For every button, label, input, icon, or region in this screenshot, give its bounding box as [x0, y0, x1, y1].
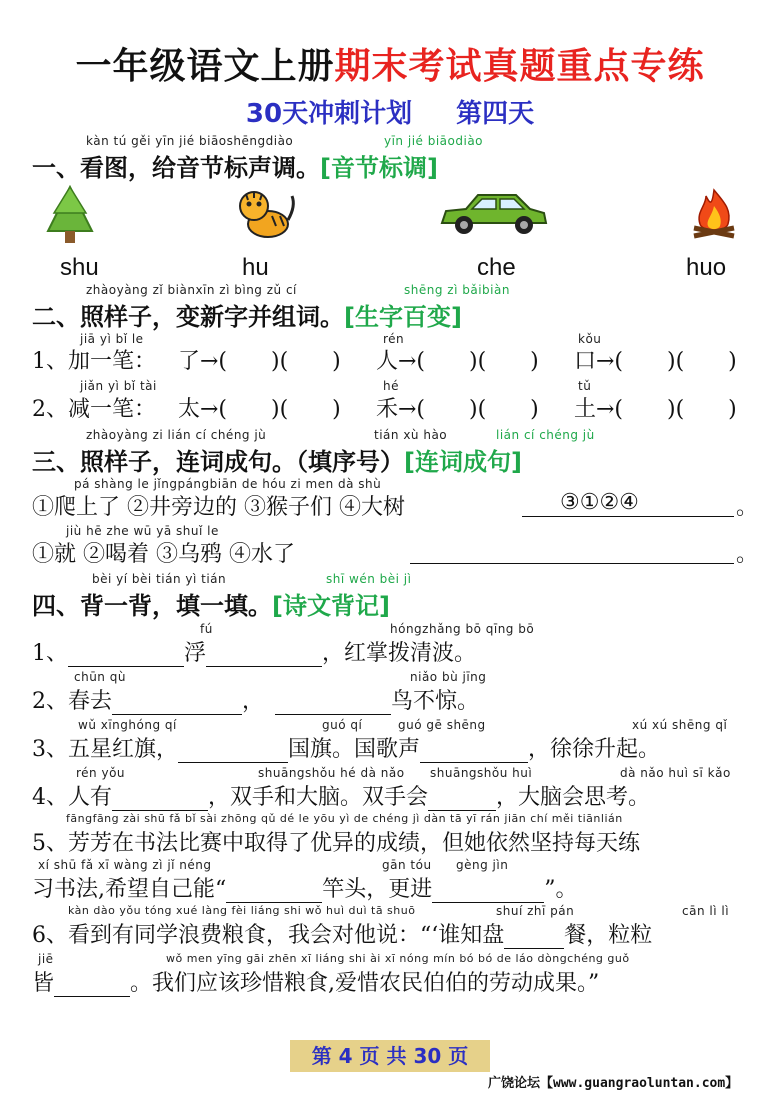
s2-heading: 二、照样子，变新字并组词。[生字百变] — [32, 303, 462, 331]
s4-l4-pinyin2: shuāngshǒu hé dà nǎo — [258, 766, 405, 780]
s4-l6b: 皆 。我们应该珍惜粮食,爱惜农民伯伯的劳动成果。” — [32, 971, 600, 996]
s4-l6: 6、看到有同学浪费粮食，我会对他说：“‘谁知盘 餐，粒粒 — [32, 923, 653, 948]
s3-heading: 三、照样子，连词成句。（填序号）[连词成句] — [32, 448, 522, 476]
s2-r1-label: 1、加一笔： — [32, 349, 156, 374]
s4-l3-pinyin: wǔ xīnghóng qí — [78, 718, 177, 732]
s4-l3-pinyin3: guó gē shēng — [398, 718, 486, 732]
blank[interactable] — [275, 690, 391, 715]
s4-heading: 四、背一背，填一填。[诗文背记] — [32, 592, 390, 620]
s4-l3-pinyin2: guó qí — [322, 718, 363, 732]
word-shu: shu — [60, 254, 99, 281]
blank[interactable] — [504, 924, 564, 949]
s4-l6-pinyin2: shuí zhī pán — [496, 904, 575, 918]
s3-r1-pinyin: pá shàng le jǐngpángbiān de hóu zi men dà shù — [74, 477, 382, 491]
s3-r2-answer-line[interactable] — [410, 537, 734, 564]
s4-l3: 3、五星红旗， 国旗。国歌声 ，徐徐升起。 — [32, 737, 661, 762]
fire-icon — [690, 188, 738, 242]
s4-l6b-pinyin: jiē — [38, 952, 54, 966]
blank[interactable] — [428, 786, 496, 811]
s2-r1-item2[interactable]: 人→( )( ) — [376, 349, 539, 374]
blank[interactable] — [432, 878, 544, 903]
s3-tag: [连词成句] — [404, 448, 522, 476]
title-red: 期末考试真题重点专练 — [334, 46, 705, 87]
s4-pinyin-tag: shī wén bèi jì — [326, 572, 412, 586]
s2-r1-pinyin2: rén — [383, 332, 405, 346]
s4-tag: [诗文背记] — [272, 592, 390, 620]
s4-l4: 4、人有 ，双手和大脑。双手会 ，大脑会思考。 — [32, 785, 651, 810]
s3-r2-words: ①就 ②喝着 ③乌鸦 ④水了 — [32, 542, 295, 567]
s2-r1-item3[interactable]: 口→( )( ) — [574, 349, 737, 374]
word-hu: hu — [242, 254, 269, 281]
s2-r2-item2[interactable]: 禾→( )( ) — [376, 397, 539, 422]
s4-l5: 5、芳芳在书法比赛中取得了优异的成绩，但她依然坚持每天练 — [32, 831, 640, 856]
word-che: che — [477, 254, 516, 281]
s2-r1-item1[interactable]: 了→( )( ) — [178, 349, 341, 374]
s4-pinyin: bèi yí bèi tián yì tián — [92, 572, 227, 586]
subtitle-plan: 30天冲刺计划 — [245, 99, 413, 129]
s3-r1-answer: ③①②④ — [560, 490, 639, 515]
s4-l5b-pinyin: xí shū fǎ xī wàng zì jǐ néng — [38, 858, 212, 872]
word-huo: huo — [686, 254, 727, 281]
s2-r2-item1[interactable]: 太→( )( ) — [178, 397, 341, 422]
page-title — [0, 38, 780, 89]
s3-r1-words: ①爬上了 ②井旁边的 ③猴子们 ④大树 — [32, 495, 405, 520]
s4-l1-pinyin2: hóngzhǎng bō qīng bō — [390, 622, 535, 636]
s2-pinyin: zhàoyàng zǐ biànxīn zì bìng zǔ cí — [86, 283, 297, 297]
s2-r2-label: 2、减一笔： — [32, 397, 156, 422]
s1-pinyin: kàn tú gěi yīn jié biāoshēngdiào — [86, 134, 294, 148]
blank[interactable] — [112, 690, 242, 715]
s4-l6b-pinyin2: wǒ men yīng gāi zhēn xī liáng shi ài xī nóng mín bó bó de láo dòngchéng guǒ — [166, 952, 630, 965]
s3-r2-end: 。 — [736, 542, 759, 567]
title-black: 一年级语文上册 — [75, 46, 335, 87]
s4-l6-pinyin: kàn dào yǒu tóng xué làng fèi liáng shi wǒ huì duì tā shuō — [68, 904, 416, 917]
blank[interactable] — [54, 972, 130, 997]
s3-pinyin2: tián xù hào — [374, 428, 448, 442]
blank[interactable] — [68, 642, 184, 667]
s3-pinyin: zhàoyàng zi lián cí chéng jù — [86, 428, 267, 442]
s4-l4-pinyin3: shuāngshǒu huì — [430, 766, 533, 780]
s1-heading: 一、看图，给音节标声调。[音节标调] — [32, 154, 438, 182]
s4-l4-pinyin4: dà nǎo huì sī kǎo — [620, 766, 731, 780]
s2-r1-pinyin3: kǒu — [578, 332, 602, 346]
s2-pinyin-tag: shēng zì bǎibiàn — [404, 283, 510, 297]
blank[interactable] — [206, 642, 322, 667]
s4-l6-pinyin3: cān lì lì — [682, 904, 730, 918]
blank[interactable] — [178, 738, 288, 763]
page-number: 第 4 页 共 30 页 — [290, 1040, 490, 1072]
page-subtitle — [0, 93, 780, 130]
site-credit: 广饶论坛【www.guangraoluntan.com】 — [488, 1076, 739, 1091]
s4-l3-pinyin4: xú xú shēng qǐ — [632, 718, 728, 732]
s4-l5b: 习书法,希望自己能“ 竿头，更进 ”。 — [32, 877, 578, 902]
s2-r2-pinyin: jiǎn yì bǐ tài — [80, 379, 157, 393]
s4-l2-pinyin2: niǎo bù jīng — [410, 670, 487, 684]
s3-pinyin-tag: lián cí chéng jù — [496, 428, 595, 442]
s2-tag: [生字百变] — [344, 303, 462, 331]
s4-l1: 1、 浮 ，红掌拨清波。 — [32, 641, 477, 666]
s3-r1-end: 。 — [736, 495, 759, 520]
s4-l5b-pinyin3: gèng jìn — [456, 858, 509, 872]
s2-r1-pinyin: jiā yì bǐ le — [80, 332, 144, 346]
s3-r1-answer-line[interactable] — [522, 490, 734, 517]
s4-l2-pinyin: chūn qù — [74, 670, 126, 684]
s4-l5-pinyin: fāngfāng zài shū fǎ bǐ sài zhōng qǔ dé le yōu yì de chéng jì dàn tā yī rán jiān chí měi tiānlián — [66, 812, 623, 825]
s1-tag: [音节标调] — [320, 154, 438, 182]
tiger-icon — [232, 186, 298, 242]
blank[interactable] — [420, 738, 528, 763]
blank[interactable] — [226, 878, 322, 903]
s4-l2: 2、春去 ， 鸟不惊。 — [32, 689, 480, 714]
s4-l1-pinyin: fú — [200, 622, 213, 636]
s2-r2-pinyin2: hé — [383, 379, 399, 393]
s1-pinyin-tag: yīn jié biāodiào — [384, 134, 484, 148]
s2-r2-pinyin3: tǔ — [578, 379, 592, 393]
tree-icon — [44, 185, 96, 245]
s4-l5b-pinyin2: gān tóu — [382, 858, 432, 872]
s4-l4-pinyin: rén yǒu — [76, 766, 126, 780]
s3-r2-pinyin: jiù hē zhe wū yā shuǐ le — [66, 524, 219, 538]
subtitle-day: 第四天 — [456, 99, 535, 129]
blank[interactable] — [112, 786, 208, 811]
car-icon — [436, 187, 550, 239]
s2-r2-item3[interactable]: 土→( )( ) — [574, 397, 737, 422]
